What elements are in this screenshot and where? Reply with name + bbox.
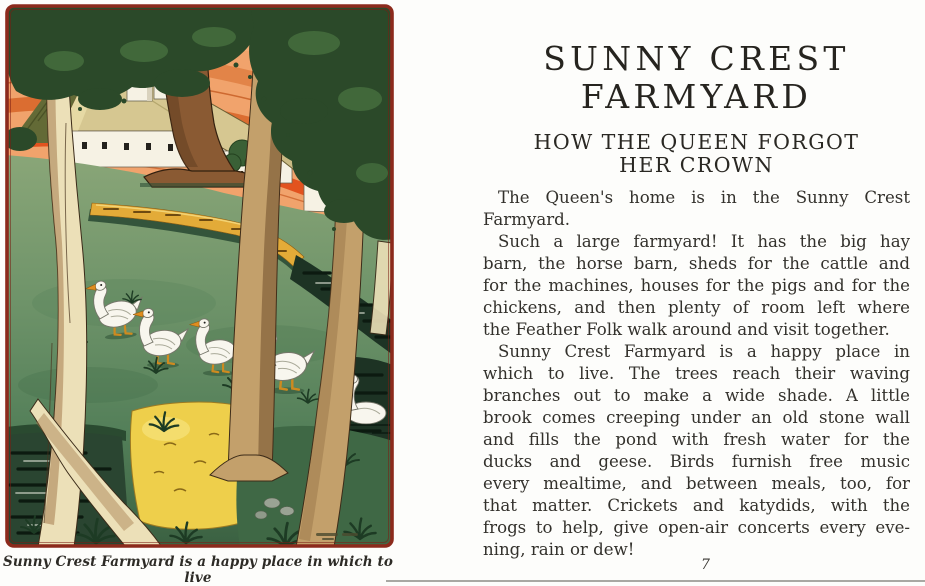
body-line: Such a large farmyard! It has the big hay — [498, 232, 910, 251]
body-text — [483, 187, 910, 561]
body-line: ducks and geese. Birds furnish free music — [483, 452, 910, 471]
page-number: 7 — [701, 557, 710, 573]
body-line: for the machines, houses for the pigs and for the — [483, 276, 910, 295]
body-line: brook comes creeping under an old stone wall — [483, 408, 910, 427]
farmyard-illustration — [4, 3, 395, 549]
right-page — [483, 0, 910, 583]
left-page — [0, 0, 430, 586]
body-line: branches out to make a wide shade. A little — [483, 386, 910, 405]
page-title — [483, 40, 910, 116]
figure-caption: Sunny Crest Farmyard is a happy place in which to live — [2, 554, 394, 586]
body-line: the Feather Folk walk around and visit together. — [483, 320, 890, 339]
body-line: chickens, and then plenty of room left where — [483, 298, 910, 317]
chapter-subtitle — [483, 131, 910, 177]
body-line: and fills the pond with fresh water for the — [483, 430, 910, 449]
page-title-line1: SUNNY CREST — [543, 39, 850, 78]
body-line: ning, rain or dew! — [483, 540, 635, 559]
body-line: frogs to help, give open-air concerts every eve- — [483, 518, 910, 537]
chapter-subtitle-line1: HOW THE QUEEN FORGOT — [533, 130, 860, 154]
body-line: barn, the horse barn, sheds for the cattle and — [483, 254, 910, 273]
chapter-subtitle-line2: HER CROWN — [619, 153, 774, 177]
body-line: Sunny Crest Farmyard is a happy place in — [498, 342, 910, 361]
body-line: The Queen's home is in the Sunny Crest — [498, 188, 910, 207]
body-line: every mealtime, and between meals, too, for — [483, 474, 910, 493]
body-line: Farmyard. — [483, 210, 571, 229]
body-line: which to live. The trees reach their waving — [483, 364, 910, 383]
body-line: that matter. Crickets and katydids, with the — [483, 496, 910, 515]
page-title-line2: FARMYARD — [580, 77, 813, 116]
page-bottom-edge — [386, 580, 925, 582]
